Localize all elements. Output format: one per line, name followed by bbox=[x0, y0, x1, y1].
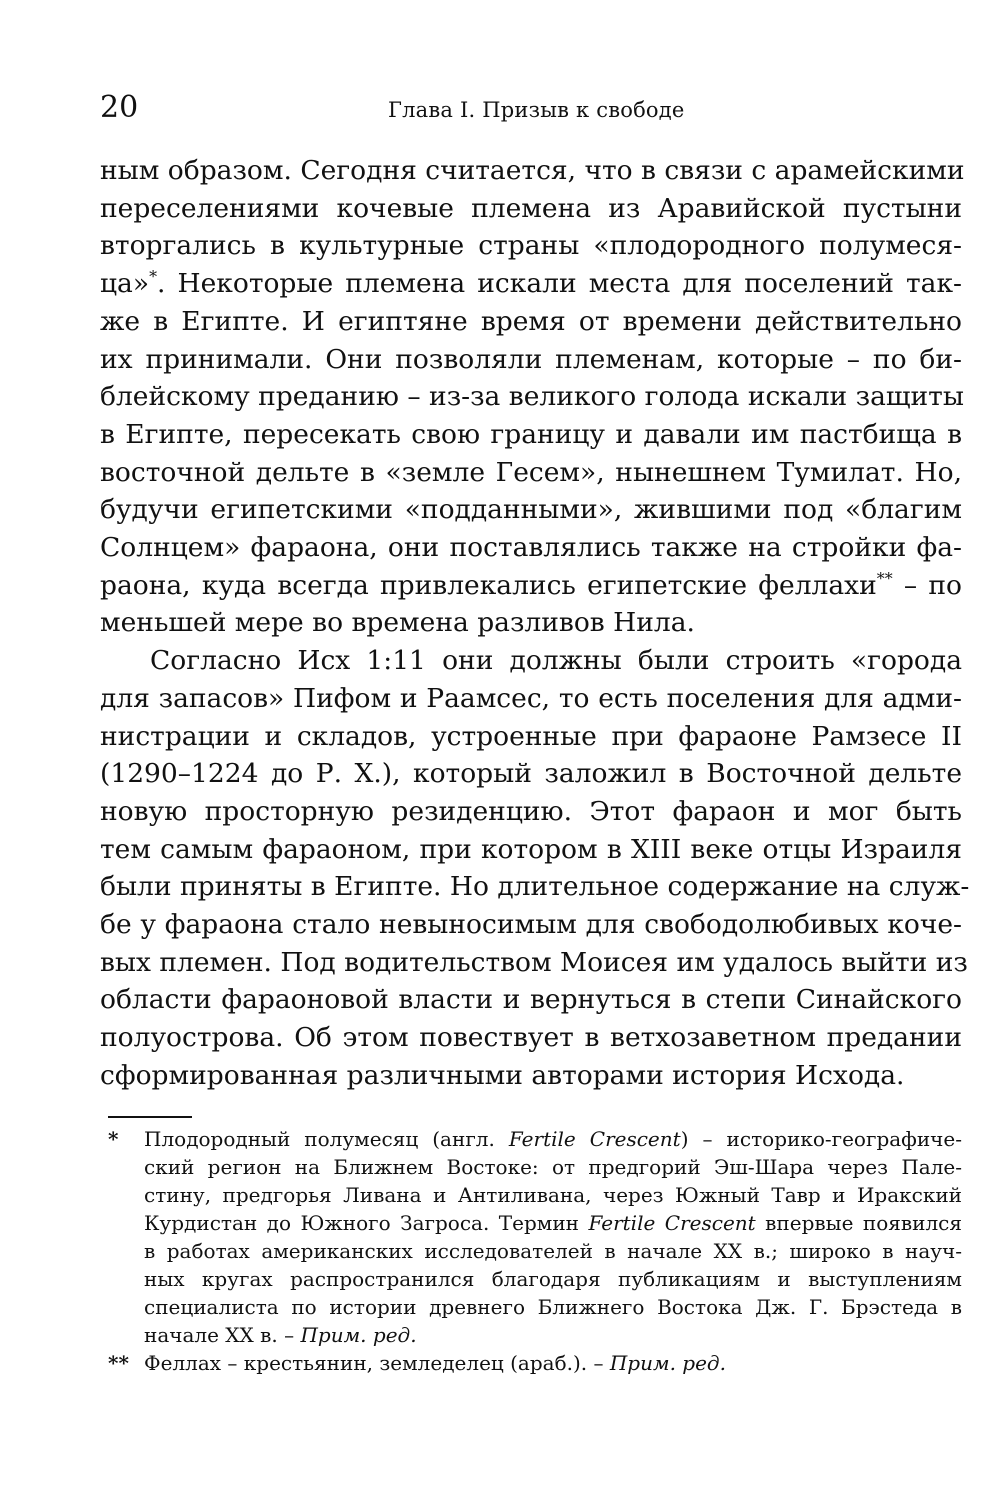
text-fragment: – по bbox=[892, 569, 962, 601]
paragraph-2 bbox=[100, 642, 970, 1094]
text-line: Согласно Исх 1:11 они должны были строить «города bbox=[150, 645, 962, 677]
text-fragment: раона, куда всегда привлекались египетские феллахи bbox=[100, 569, 877, 601]
text-fragment: ца» bbox=[100, 268, 150, 300]
text-line: полуострова. Об этом повествует в ветхозаветном предании bbox=[100, 1022, 962, 1054]
footnote-line bbox=[144, 1125, 962, 1153]
editor-note: Прим. ред. bbox=[300, 1323, 417, 1347]
running-head bbox=[100, 90, 980, 130]
text-line: Солнцем» фараона, они поставлялись также на стройки фа- bbox=[100, 532, 962, 564]
text-fragment: впервые появился bbox=[755, 1211, 962, 1235]
text-line bbox=[100, 567, 962, 605]
footnote-line: ский регион на Ближнем Востоке: от предгорий Эш-Шара через Пале- bbox=[144, 1155, 962, 1179]
text-line: восточной дельте в «земле Гесем», нынешнем Тумилат. Но, bbox=[100, 456, 962, 488]
footnote-line: ных кругах распространился благодаря публикациям и выступлениям bbox=[144, 1267, 962, 1291]
footnote-line: стину, предгорья Ливана и Антиливана, через Южный Тавр и Иракский bbox=[144, 1183, 962, 1207]
main-text bbox=[100, 152, 970, 1095]
footnote-ref-1[interactable]: * bbox=[149, 267, 158, 287]
text-fragment: Курдистан до Южного Загроса. Термин bbox=[144, 1211, 589, 1235]
text-line: будучи египетскими «подданными», жившими под «благим bbox=[100, 494, 962, 526]
text-fragment: Плодородный полумесяц (англ. bbox=[144, 1127, 509, 1151]
text-line: (1290–1224 до Р. Х.), который заложил в Восточной дельте bbox=[100, 758, 962, 790]
text-fragment: ) – историко-географиче- bbox=[680, 1127, 962, 1151]
footnote-line: в работах американских исследователей в начале XX в.; широко в науч- bbox=[144, 1239, 962, 1263]
chapter-title: Глава I. Призыв к свободе bbox=[388, 98, 685, 122]
text-line: же в Египте. И египтяне время от времени действительно bbox=[100, 305, 962, 337]
footnote-ref-2[interactable]: ** bbox=[876, 568, 893, 588]
text-fragment: Феллах – крестьянин, земледелец (араб.). – bbox=[144, 1351, 610, 1375]
footnote-mark: ** bbox=[108, 1351, 129, 1375]
text-line: меньшей мере во времена разливов Нила. bbox=[100, 607, 695, 639]
italic-term: Fertile Crescent bbox=[588, 1211, 756, 1235]
text-line: сформированная различными авторами история Исхода. bbox=[100, 1059, 905, 1091]
text-line: новую просторную резиденцию. Этот фараон и мог быть bbox=[100, 795, 962, 827]
text-fragment: начале XX в. – bbox=[144, 1323, 301, 1347]
text-line: нистрации и складов, устроенные при фараоне Рамзесе II bbox=[100, 720, 962, 752]
italic-term: Fertile Crescent bbox=[508, 1127, 681, 1151]
text-line: их принимали. Они позволяли племенам, которые – по би- bbox=[100, 343, 962, 375]
footnote-divider bbox=[108, 1116, 192, 1118]
footnote-1 bbox=[108, 1125, 962, 1349]
text-fragment: . Некоторые племена искали места для поселений так- bbox=[157, 268, 962, 300]
footnote-line bbox=[144, 1349, 962, 1377]
footnote-mark: * bbox=[108, 1127, 119, 1151]
page-number: 20 bbox=[100, 90, 139, 125]
text-line: были приняты в Египте. Но длительное содержание на служ- bbox=[100, 871, 970, 903]
editor-note: Прим. ред. bbox=[609, 1351, 726, 1375]
text-line bbox=[100, 265, 962, 303]
text-line: вых племен. Под водительством Моисея им удалось выйти из bbox=[100, 946, 968, 978]
text-line: бе у фараона стало невыносимым для свободолюбивых коче- bbox=[100, 909, 962, 941]
footnote-2 bbox=[108, 1349, 962, 1377]
text-line: для запасов» Пифом и Раамсес, то есть поселения для адми- bbox=[100, 682, 962, 714]
footnote-line bbox=[144, 1209, 962, 1237]
footnote-line bbox=[144, 1321, 962, 1349]
footnote-line: специалиста по истории древнего Ближнего Востока Дж. Г. Брэстеда в bbox=[144, 1295, 962, 1319]
text-line: блейскому преданию – из-за великого голода искали защиты bbox=[100, 381, 964, 413]
text-line: в Египте, пересекать свою границу и давали им пастбища в bbox=[100, 418, 962, 450]
footnotes bbox=[108, 1125, 962, 1377]
text-line: ным образом. Сегодня считается, что в связи с арамейскими bbox=[100, 155, 965, 186]
paragraph-1 bbox=[100, 152, 965, 642]
text-line: переселениями кочевые племена из Аравийской пустыни bbox=[100, 192, 962, 224]
text-line: вторгались в культурные страны «плодородного полумеся- bbox=[100, 230, 962, 262]
text-line: тем самым фараоном, при котором в XIII веке отцы Израиля bbox=[100, 833, 962, 865]
text-line: области фараоновой власти и вернуться в степи Синайского bbox=[100, 984, 962, 1016]
